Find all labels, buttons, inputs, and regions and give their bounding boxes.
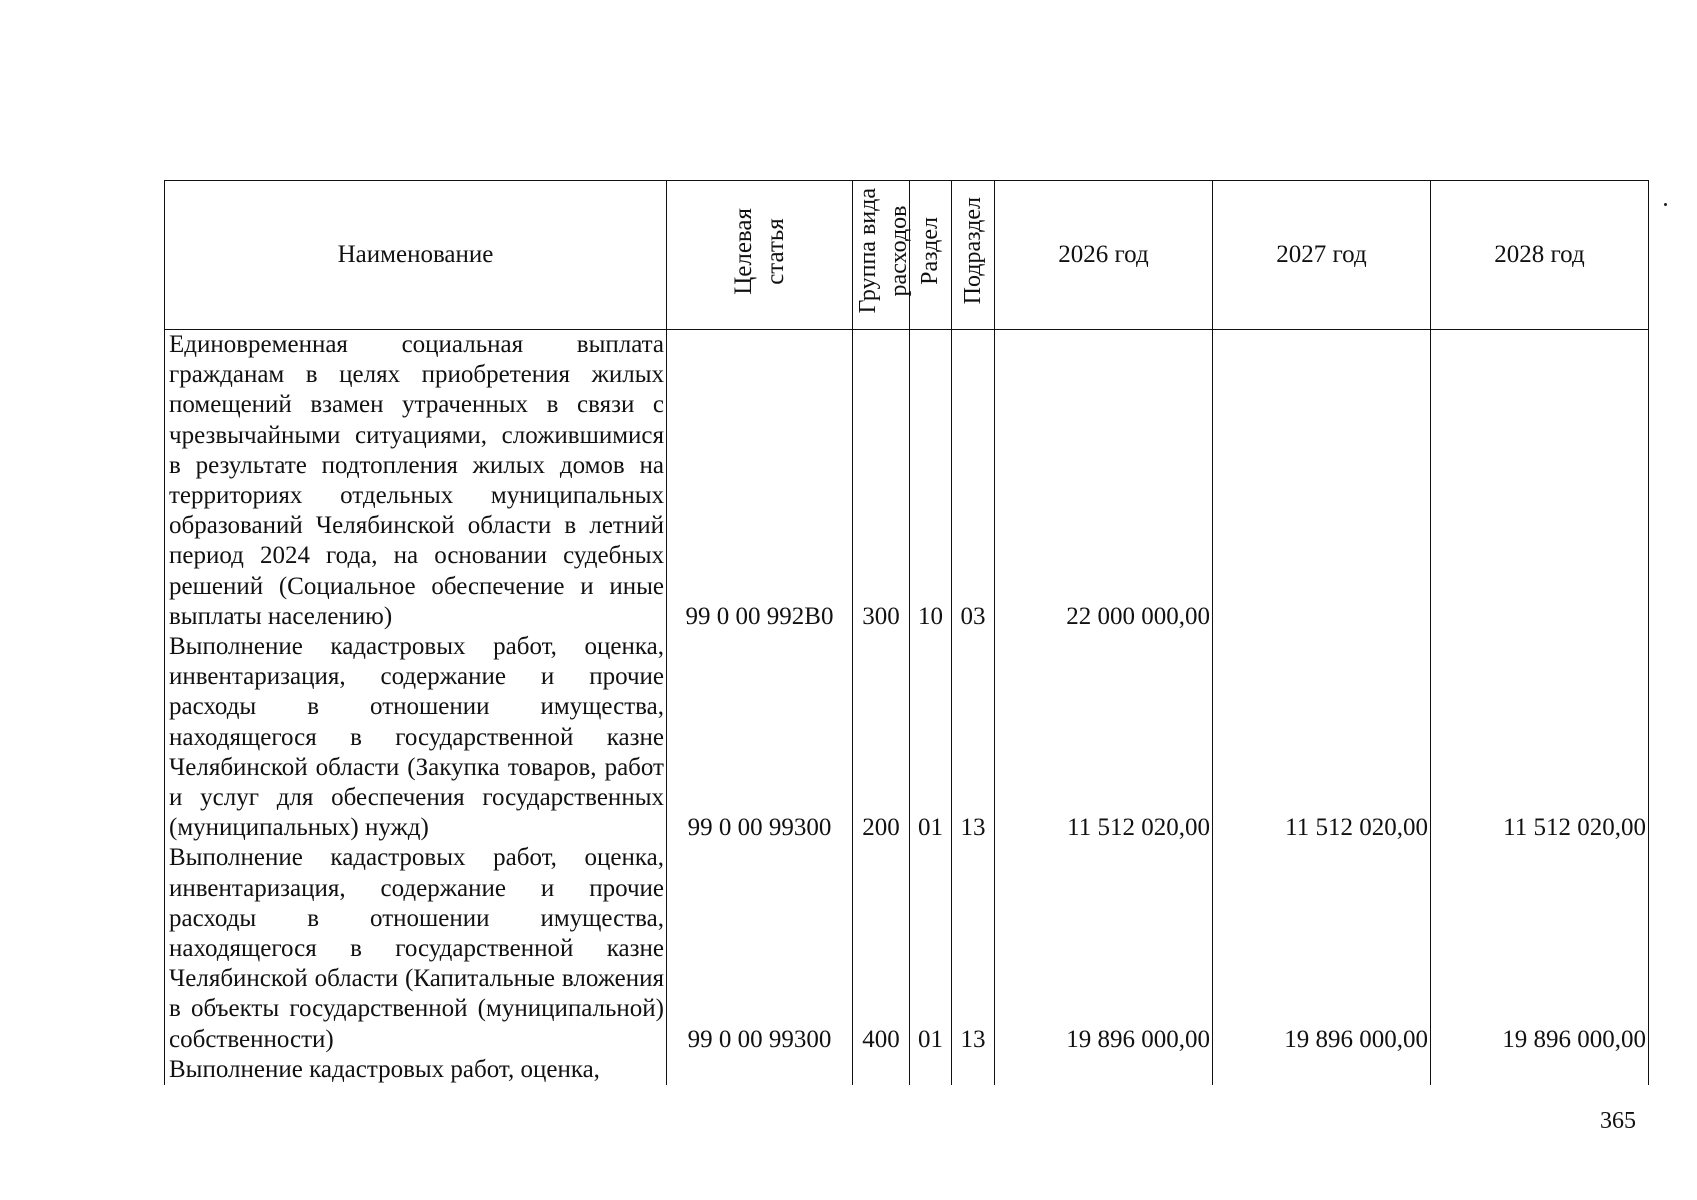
header-year-2027 [1213, 181, 1431, 330]
row-amount-2028: 11 512 020,00 [1431, 632, 1649, 843]
header-year-2026 [995, 181, 1213, 330]
table-row [165, 632, 1649, 843]
table-row [165, 843, 1649, 1054]
row-name: Выполнение кадастровых работ, оценка, инвентаризация, содержание и прочие расходы в отношении имущества, находящегося в государственной казне Челябинской области (Капитальные вложения в объекты государственной (муниципальной) собственности) [165, 843, 667, 1054]
row-amount-2028 [1431, 1055, 1649, 1085]
row-section [910, 1055, 952, 1085]
table-row [165, 330, 1649, 633]
scan-speck [1664, 203, 1667, 206]
row-amount-2028: 19 896 000,00 [1431, 843, 1649, 1054]
header-target-article-text: Целевая статья [729, 207, 789, 295]
row-section: 01 [910, 843, 952, 1054]
row-section: 01 [910, 632, 952, 843]
header-target-article [667, 181, 853, 330]
header-year-2028-text: 2028 год [1494, 240, 1585, 268]
header-expense-group-text: Группа вида расходов [855, 188, 912, 314]
header-section [910, 181, 952, 330]
row-subsection: 03 [952, 330, 995, 633]
row-subsection: 13 [952, 632, 995, 843]
row-expense-group: 200 [853, 632, 910, 843]
table-header-row [165, 181, 1649, 330]
row-subsection: 13 [952, 843, 995, 1054]
row-amount-2028 [1431, 330, 1649, 633]
header-year-2026-text: 2026 год [1058, 240, 1149, 268]
row-target-article: 99 0 00 992В0 [667, 330, 853, 633]
row-name: Выполнение кадастровых работ, оценка, [165, 1055, 667, 1085]
budget-table [164, 180, 1649, 1085]
row-amount-2026: 11 512 020,00 [995, 632, 1213, 843]
header-expense-group [853, 181, 910, 330]
header-section-text: Раздел [917, 216, 943, 285]
page-number: 365 [1600, 1108, 1636, 1134]
row-amount-2027 [1213, 1055, 1431, 1085]
row-amount-2026: 22 000 000,00 [995, 330, 1213, 633]
row-amount-2026: 19 896 000,00 [995, 843, 1213, 1054]
header-subsection-text: Подраздел [959, 197, 986, 305]
budget-table-frame [164, 180, 1648, 1083]
row-amount-2027: 19 896 000,00 [1213, 843, 1431, 1054]
row-amount-2027: 11 512 020,00 [1213, 632, 1431, 843]
row-target-article: 99 0 00 99300 [667, 843, 853, 1054]
header-subsection [952, 181, 995, 330]
row-subsection [952, 1055, 995, 1085]
row-section: 10 [910, 330, 952, 633]
row-amount-2026 [995, 1055, 1213, 1085]
table-row [165, 1055, 1649, 1085]
row-name: Единовременная социальная выплата гражданам в целях приобретения жилых помещений взамен утраченных в связи с чрезвычайными ситуациями, сложившимися в результате подтопления жилых домов на территориях отдельных муниципальных образований Челябинской области в летний период 2024 года, на основании судебных решений (Социальное обеспечение и иные выплаты населению) [165, 330, 667, 633]
row-expense-group: 400 [853, 843, 910, 1054]
row-target-article: 99 0 00 99300 [667, 632, 853, 843]
header-year-2028 [1431, 181, 1649, 330]
header-name [165, 181, 667, 330]
row-expense-group [853, 1055, 910, 1085]
row-expense-group: 300 [853, 330, 910, 633]
header-year-2027-text: 2027 год [1276, 240, 1367, 268]
header-name-text: Наименование [337, 240, 494, 268]
row-target-article [667, 1055, 853, 1085]
row-name: Выполнение кадастровых работ, оценка, инвентаризация, содержание и прочие расходы в отношении имущества, находящегося в государственной казне Челябинской области (Закупка товаров, работ и услуг для обеспечения государственных (муниципальных) нужд) [165, 632, 667, 843]
row-amount-2027 [1213, 330, 1431, 633]
